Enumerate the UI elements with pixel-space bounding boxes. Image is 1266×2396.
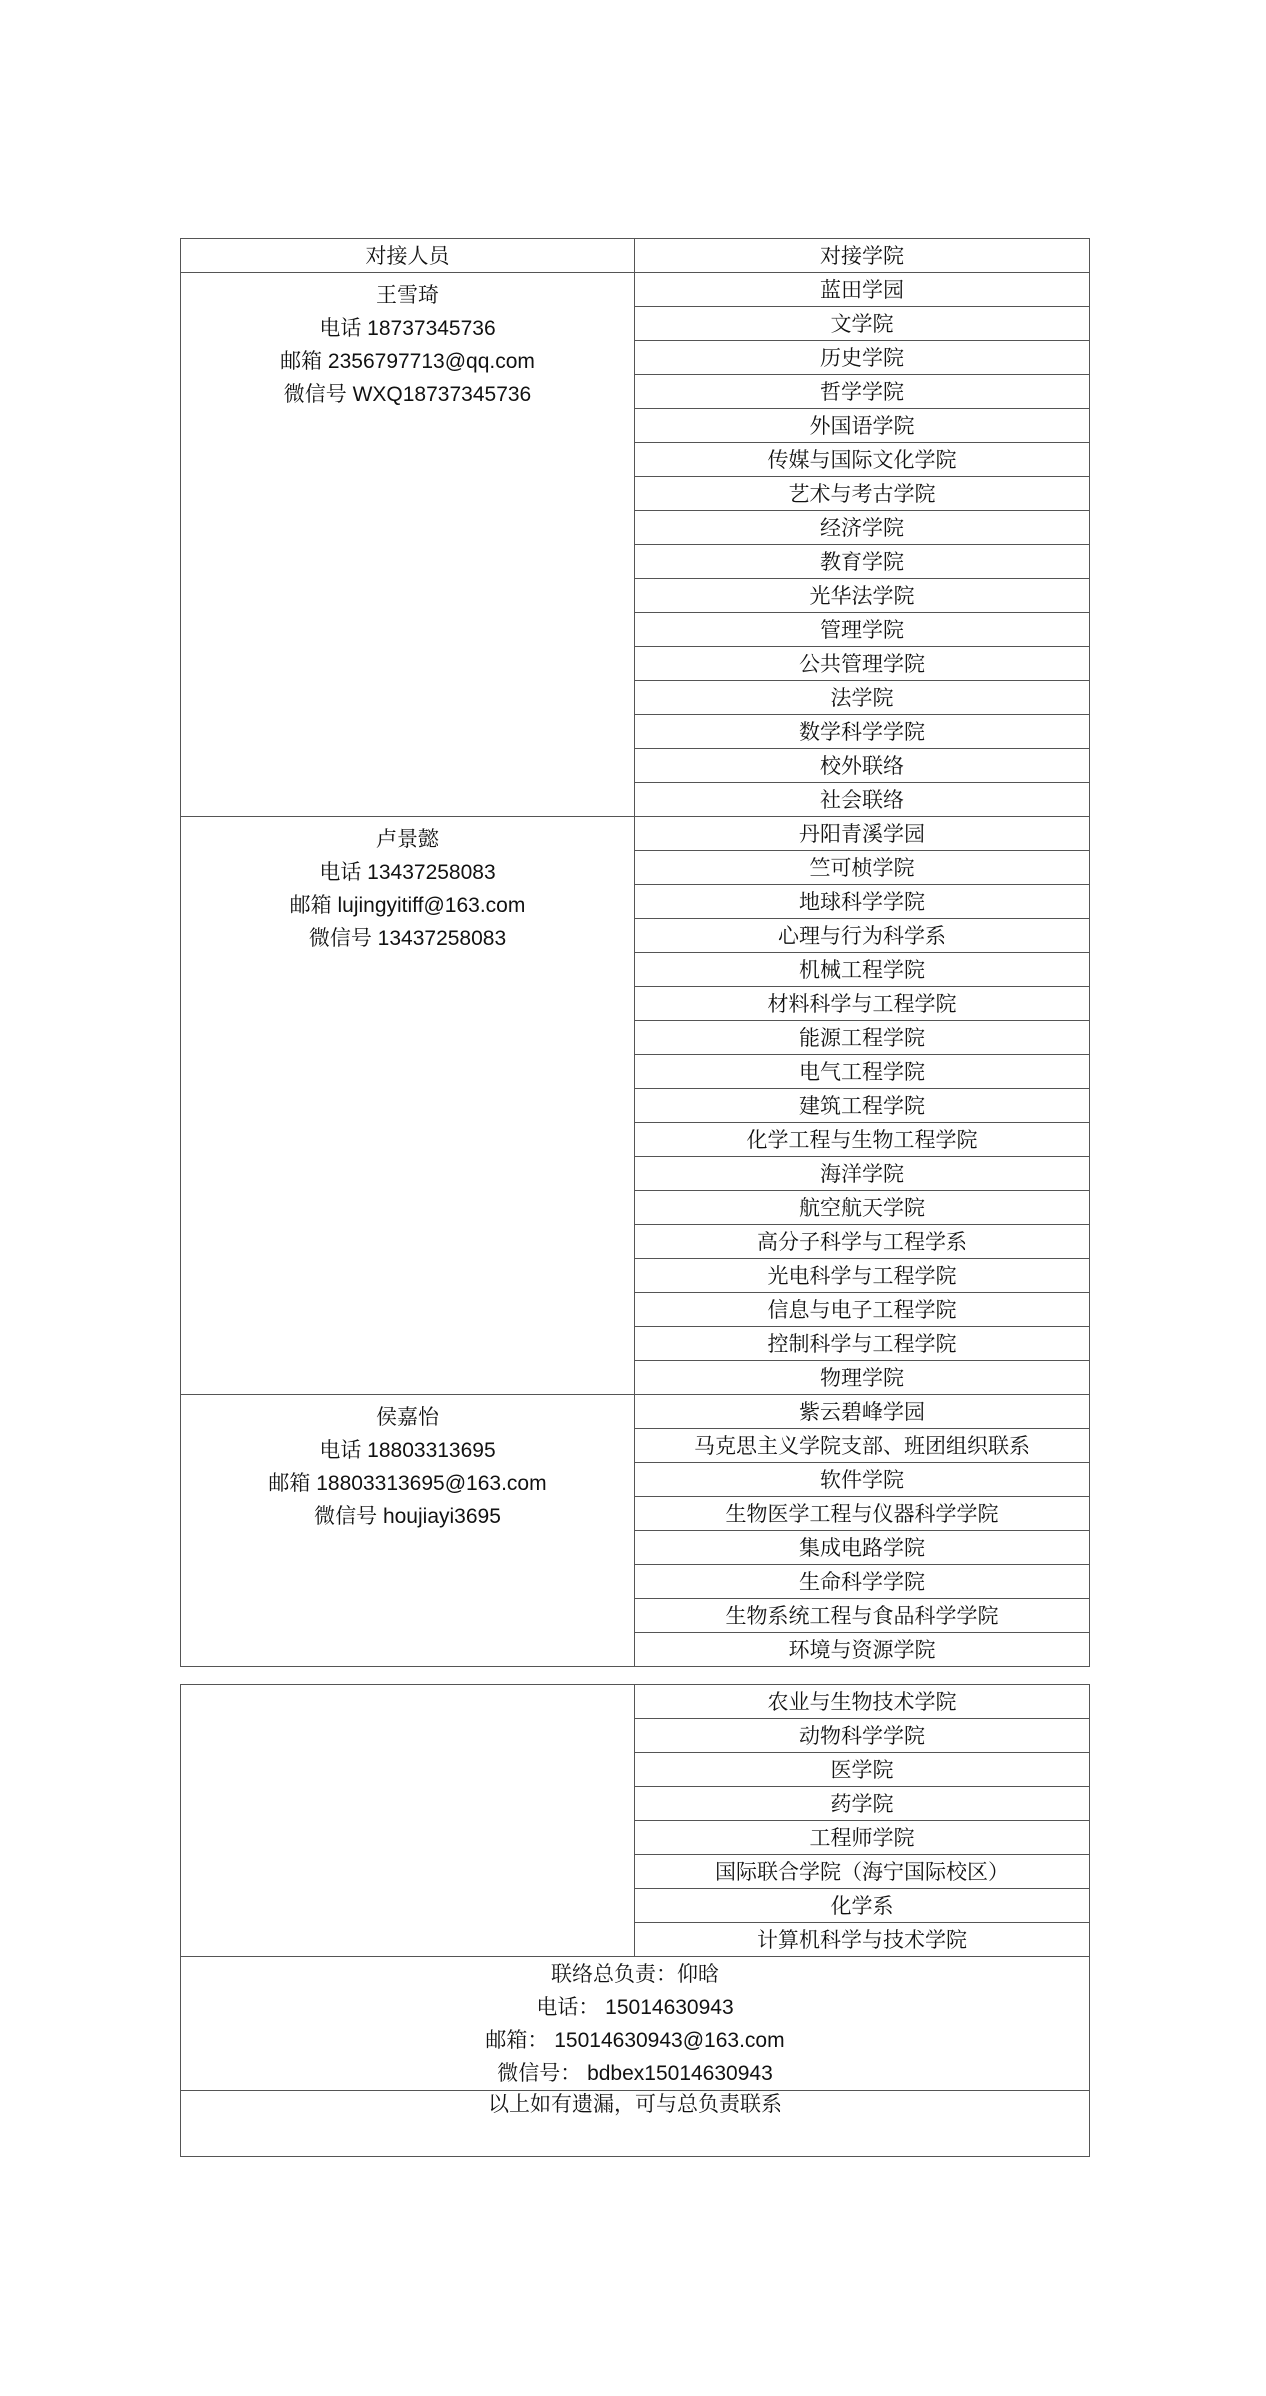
college-cell: 光华法学院: [635, 579, 1090, 613]
general-email-value: 15014630943@163.com: [554, 2029, 785, 2052]
liaison-wechat-value: WXQ18737345736: [352, 383, 532, 406]
college-cell: 化学工程与生物工程学院: [635, 1123, 1090, 1157]
college-cell: 生物系统工程与食品科学学院: [635, 1599, 1090, 1633]
liaison-email: [181, 1467, 634, 1500]
college-cell: 建筑工程学院: [635, 1089, 1090, 1123]
college-cell: 航空航天学院: [635, 1191, 1090, 1225]
header-liaison-college: 对接学院: [635, 239, 1090, 273]
college-cell: 机械工程学院: [635, 953, 1090, 987]
liaison-email-label: 邮箱: [289, 893, 332, 917]
college-cell: 校外联络: [635, 749, 1090, 783]
empty-person-cell: [181, 1685, 635, 1957]
liaison-table: [180, 238, 1090, 1667]
liaison-email: [181, 889, 634, 922]
college-cell: 心理与行为科学系: [635, 919, 1090, 953]
college-cell: 药学院: [635, 1787, 1090, 1821]
college-cell: 马克思主义学院支部、班团组织联系: [635, 1429, 1090, 1463]
college-cell: 计算机科学与技术学院: [635, 1923, 1090, 1957]
table-row: [181, 273, 1090, 307]
liaison-phone-value: 13437258083: [367, 861, 496, 884]
liaison-wechat-value: 13437258083: [377, 927, 507, 950]
liaison-phone-value: 18737345736: [367, 317, 496, 340]
table-row: [181, 1685, 1090, 1719]
liaison-email-value: lujingyitiff@163.com: [337, 894, 526, 917]
general-lead-label: 联络总负责：: [551, 1962, 677, 1986]
college-cell: 法学院: [635, 681, 1090, 715]
general-lead: [181, 1958, 1089, 1991]
liaison-phone: [181, 312, 634, 345]
college-cell: 文学院: [635, 307, 1090, 341]
college-cell: 管理学院: [635, 613, 1090, 647]
college-cell: 生物医学工程与仪器科学学院: [635, 1497, 1090, 1531]
college-cell: 地球科学学院: [635, 885, 1090, 919]
liaison-phone-label: 电话: [319, 316, 362, 340]
general-phone: [181, 1991, 1089, 2024]
note-row: [181, 2091, 1090, 2157]
college-cell: 经济学院: [635, 511, 1090, 545]
liaison-email-value: 2356797713@qq.com: [327, 350, 535, 373]
college-cell: 哲学学院: [635, 375, 1090, 409]
college-cell: 蓝田学园: [635, 273, 1090, 307]
college-cell: 物理学院: [635, 1361, 1090, 1395]
college-cell: 能源工程学院: [635, 1021, 1090, 1055]
liaison-email-label: 邮箱: [268, 1471, 311, 1495]
liaison-person-cell: [181, 273, 635, 817]
liaison-phone-label: 电话: [319, 860, 362, 884]
college-cell: 紫云碧峰学园: [635, 1395, 1090, 1429]
liaison-wechat-label: 微信号: [314, 1504, 378, 1528]
college-cell: 农业与生物技术学院: [635, 1685, 1090, 1719]
liaison-name: 侯嘉怡: [376, 1405, 439, 1429]
liaison-email: [181, 345, 634, 378]
liaison-email-value: 18803313695@163.com: [316, 1472, 547, 1495]
college-cell: 光电科学与工程学院: [635, 1259, 1090, 1293]
liaison-phone-label: 电话: [319, 1438, 362, 1462]
college-cell: 电气工程学院: [635, 1055, 1090, 1089]
college-cell: 集成电路学院: [635, 1531, 1090, 1565]
general-wechat: [181, 2057, 1089, 2090]
table-row: [181, 1395, 1090, 1429]
liaison-wechat: [181, 1500, 634, 1533]
liaison-person-cell: [181, 1395, 635, 1667]
college-cell: 外国语学院: [635, 409, 1090, 443]
college-cell: 公共管理学院: [635, 647, 1090, 681]
liaison-phone-value: 18803313695: [367, 1439, 496, 1462]
college-cell: 竺可桢学院: [635, 851, 1090, 885]
general-lead-name: 仰晗: [677, 1962, 719, 1986]
liaison-name: 王雪琦: [376, 283, 439, 307]
summary-row: [181, 1957, 1090, 2091]
college-cell: 艺术与考古学院: [635, 477, 1090, 511]
footnote: 以上如有遗漏，可与总负责联系: [181, 2091, 1090, 2157]
college-cell: 信息与电子工程学院: [635, 1293, 1090, 1327]
liaison-wechat-value: houjiayi3695: [382, 1505, 501, 1528]
college-cell: 丹阳青溪学园: [635, 817, 1090, 851]
college-cell: 工程师学院: [635, 1821, 1090, 1855]
college-cell: 环境与资源学院: [635, 1633, 1090, 1667]
college-cell: 控制科学与工程学院: [635, 1327, 1090, 1361]
college-cell: 化学系: [635, 1889, 1090, 1923]
general-email: [181, 2024, 1089, 2057]
liaison-name: 卢景懿: [376, 827, 439, 851]
college-cell: 软件学院: [635, 1463, 1090, 1497]
college-cell: 传媒与国际文化学院: [635, 443, 1090, 477]
general-email-label: 邮箱：: [485, 2028, 549, 2052]
table-header-row: [181, 239, 1090, 273]
general-contact-cell: [181, 1957, 1090, 2091]
college-cell: 材料科学与工程学院: [635, 987, 1090, 1021]
college-cell: 医学院: [635, 1753, 1090, 1787]
header-liaison-person: 对接人员: [181, 239, 635, 273]
liaison-person-cell: [181, 817, 635, 1395]
college-cell: 教育学院: [635, 545, 1090, 579]
liaison-phone: [181, 1434, 634, 1467]
general-phone-label: 电话：: [536, 1995, 600, 2019]
liaison-wechat-label: 微信号: [308, 926, 372, 950]
general-wechat-label: 微信号：: [497, 2061, 582, 2085]
college-cell: 海洋学院: [635, 1157, 1090, 1191]
liaison-wechat: [181, 922, 634, 955]
general-phone-value: 15014630943: [605, 1996, 734, 2019]
college-cell: 国际联合学院（海宁国际校区）: [635, 1855, 1090, 1889]
table-row: [181, 817, 1090, 851]
liaison-phone: [181, 856, 634, 889]
college-cell: 社会联络: [635, 783, 1090, 817]
college-cell: 数学科学学院: [635, 715, 1090, 749]
general-wechat-value: bdbex15014630943: [587, 2062, 773, 2085]
college-cell: 生命科学学院: [635, 1565, 1090, 1599]
liaison-table-continued: [180, 1684, 1090, 2157]
liaison-wechat-label: 微信号: [283, 382, 347, 406]
liaison-wechat: [181, 378, 634, 411]
college-cell: 高分子科学与工程学系: [635, 1225, 1090, 1259]
liaison-email-label: 邮箱: [280, 349, 323, 373]
college-cell: 动物科学学院: [635, 1719, 1090, 1753]
college-cell: 历史学院: [635, 341, 1090, 375]
